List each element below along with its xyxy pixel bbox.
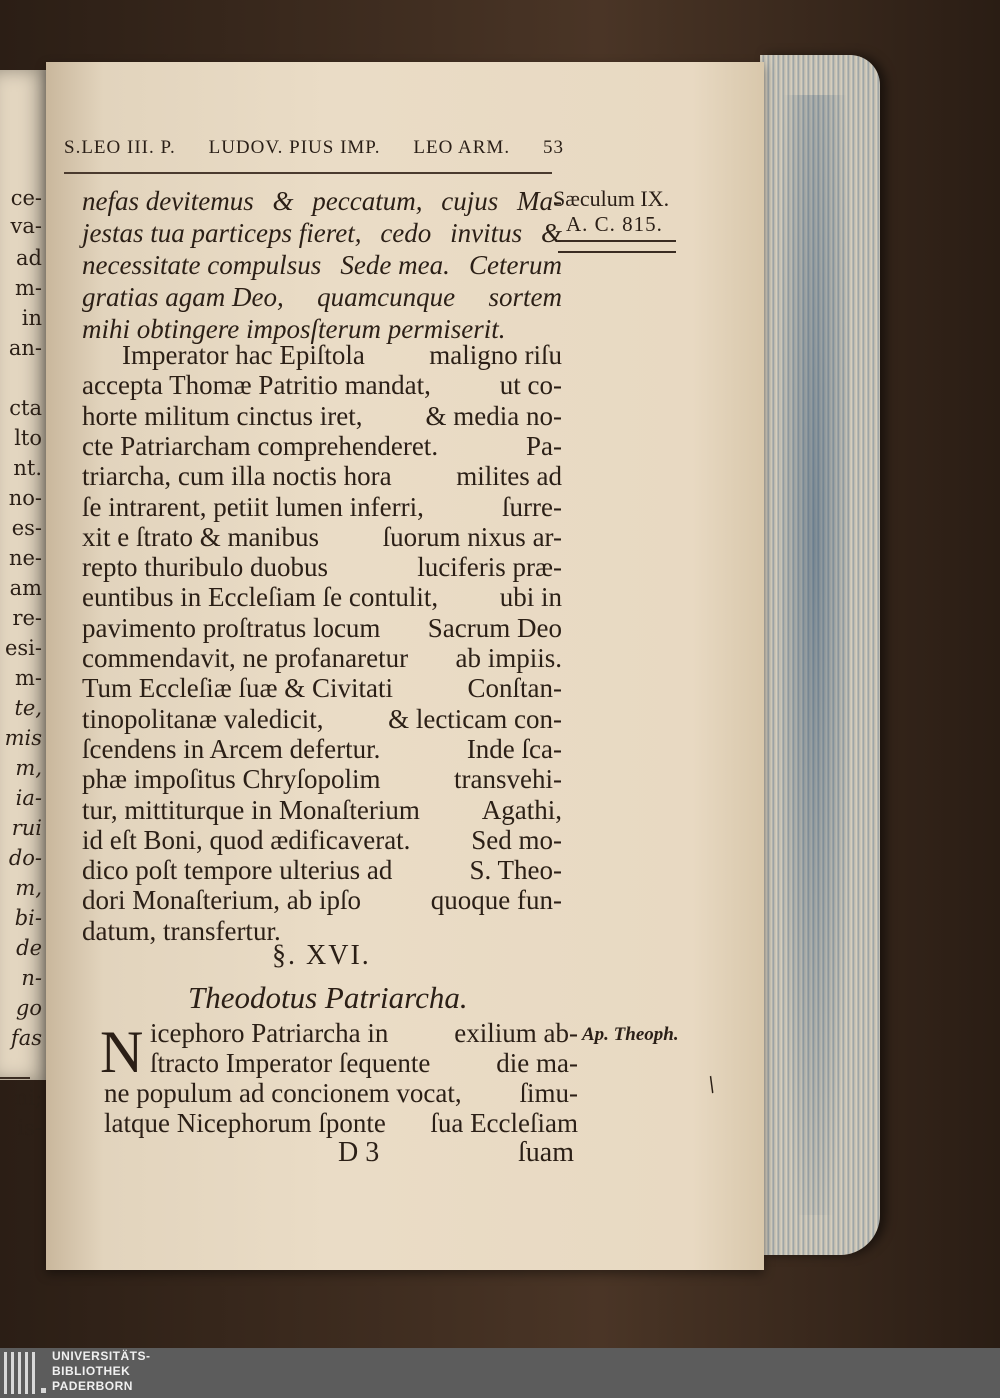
text-segment: repto thuribulo duobus bbox=[82, 552, 328, 583]
library-logo-icon bbox=[4, 1352, 44, 1394]
text-segment: quamcunque bbox=[317, 282, 456, 312]
text-line bbox=[82, 186, 562, 216]
text-segment: ſua Eccleſiam bbox=[430, 1108, 578, 1138]
drop-cap: N bbox=[100, 1019, 144, 1085]
text-segment: S. Theo- bbox=[469, 855, 562, 886]
text-line bbox=[82, 885, 562, 915]
margin-rule bbox=[558, 240, 676, 242]
margin-year: A. C. 815. bbox=[566, 212, 663, 236]
left-fragment: go bbox=[15, 996, 42, 1020]
left-fragment: lto bbox=[14, 426, 42, 450]
text-segment: triarcha, cum illa noctis hora bbox=[82, 461, 392, 492]
left-fragment: mis bbox=[4, 726, 42, 750]
text-line bbox=[82, 673, 562, 703]
left-fragment: rui bbox=[11, 816, 42, 840]
text-segment: cte Patriarcham comprehenderet. bbox=[82, 430, 439, 461]
text-segment: nefas devitemus bbox=[82, 186, 254, 216]
left-fragment: ce- bbox=[10, 186, 42, 210]
text-segment: luciferis præ- bbox=[417, 552, 562, 583]
text-segment: commendavit, ne profanaretur bbox=[82, 643, 409, 673]
left-fragment: ad bbox=[16, 246, 42, 270]
text-segment: Ma- bbox=[516, 186, 562, 216]
left-fragment: va- bbox=[10, 214, 42, 238]
text-segment: tur, mittiturque in Monaſterium bbox=[82, 794, 420, 825]
text-segment: die ma- bbox=[496, 1048, 578, 1078]
library-name-line1: UNIVERSITÄTS- bbox=[52, 1349, 151, 1363]
text-segment: accepta Thomæ Patritio mandat, bbox=[82, 370, 431, 401]
text-segment: Ceterum bbox=[469, 250, 562, 280]
left-fragment: m- bbox=[14, 666, 42, 690]
library-name-line3: PADERBORN bbox=[52, 1379, 133, 1393]
text-segment: ut co- bbox=[499, 370, 562, 401]
left-fragment: re- bbox=[12, 606, 42, 630]
text-line bbox=[82, 218, 562, 248]
text-line bbox=[82, 764, 562, 794]
text-segment: latque Nicephorum ſponte bbox=[104, 1108, 386, 1138]
text-segment: & media no- bbox=[425, 400, 562, 431]
text-segment: ab impiis. bbox=[455, 643, 562, 673]
left-fragment: nt. bbox=[13, 456, 42, 480]
text-line bbox=[82, 582, 562, 612]
text-line bbox=[82, 250, 562, 280]
library-footer bbox=[0, 1348, 1000, 1398]
text-segment: Imperator hac Epiſtola bbox=[122, 340, 365, 370]
text-line bbox=[150, 1048, 578, 1078]
running-head-leo: LEO ARM. bbox=[413, 137, 511, 158]
text-segment: datum, transfertur. bbox=[82, 915, 281, 946]
text-segment: ſuorum nixus ar- bbox=[382, 521, 562, 552]
text-line bbox=[82, 401, 562, 431]
text-segment: invitus bbox=[450, 218, 523, 248]
text-segment: horte militum cinctus iret, bbox=[82, 400, 363, 431]
text-segment: id eſt Boni, quod ædificaverat. bbox=[82, 824, 411, 855]
text-line bbox=[82, 370, 562, 400]
library-name bbox=[52, 1349, 151, 1394]
left-fragment: bi- bbox=[14, 906, 42, 930]
text-segment: exilium ab- bbox=[454, 1018, 578, 1048]
left-fragment: no- bbox=[8, 486, 42, 510]
text-segment: jestas tua particeps fieret, bbox=[82, 218, 362, 248]
text-line bbox=[82, 431, 562, 461]
text-segment: pavimento proſtratus locum bbox=[82, 612, 381, 643]
text-segment: milites ad bbox=[456, 461, 562, 492]
text-segment: gratias agam Deo, bbox=[82, 282, 284, 312]
text-line bbox=[104, 1078, 578, 1108]
text-segment: dico poſt tempore ulterius ad bbox=[82, 855, 393, 886]
margin-saeculum: Sæculum IX. bbox=[553, 186, 670, 211]
text-line bbox=[104, 1108, 578, 1138]
text-segment: Conſtan- bbox=[467, 673, 562, 704]
left-fragment: m, bbox=[15, 876, 42, 900]
text-line bbox=[122, 340, 562, 370]
left-fragment: fas bbox=[10, 1026, 42, 1050]
page-number: 53 bbox=[542, 137, 564, 158]
left-fragment: esi- bbox=[4, 636, 42, 660]
text-segment: & bbox=[272, 186, 294, 216]
text-segment: tinopolitanæ valedicit, bbox=[82, 703, 324, 734]
section-number: §. XVI. bbox=[272, 940, 371, 971]
signature-mark: D 3 bbox=[338, 1137, 380, 1168]
text-segment: quoque fun- bbox=[430, 885, 562, 916]
left-fragment: ia- bbox=[15, 786, 42, 810]
left-fragment: an- bbox=[8, 336, 42, 360]
text-segment: ſtracto Imperator ſequente bbox=[150, 1048, 431, 1078]
text-segment: Sede mea. bbox=[340, 250, 450, 280]
text-segment: Agathi, bbox=[481, 794, 562, 825]
text-segment: euntibus in Eccleſiam ſe contulit, bbox=[82, 582, 439, 613]
text-segment: & bbox=[540, 218, 562, 248]
left-fragment: te, bbox=[14, 696, 42, 720]
text-segment: xit e ſtrato & manibus bbox=[82, 521, 319, 552]
text-segment: cujus bbox=[441, 186, 499, 216]
text-segment: ne populum ad concionem vocat, bbox=[104, 1078, 462, 1108]
library-name-line2: BIBLIOTHEK bbox=[52, 1364, 131, 1378]
text-line bbox=[82, 734, 562, 764]
text-segment: Inde ſca- bbox=[466, 733, 562, 764]
text-segment: Pa- bbox=[526, 430, 562, 461]
text-segment: sortem bbox=[488, 282, 562, 312]
text-line bbox=[82, 855, 562, 885]
catchword: ſuam bbox=[518, 1137, 574, 1168]
text-line bbox=[82, 825, 562, 855]
left-fragment: cta bbox=[9, 396, 42, 420]
text-segment: transvehi- bbox=[454, 764, 562, 795]
text-line bbox=[82, 552, 562, 582]
left-fragment: in bbox=[21, 306, 42, 330]
text-segment: cedo bbox=[380, 218, 432, 248]
pencil-mark: / bbox=[703, 1071, 720, 1097]
margin-rule-2 bbox=[558, 251, 676, 253]
text-segment: peccatum, bbox=[312, 186, 423, 216]
text-line bbox=[82, 522, 562, 552]
left-fragment: de bbox=[16, 936, 42, 960]
text-segment: phæ impoſitus Chryſopolim bbox=[82, 764, 381, 795]
text-line bbox=[82, 795, 562, 825]
text-segment: ſcendens in Arcem defertur. bbox=[82, 733, 381, 764]
text-segment: Sacrum Deo bbox=[427, 612, 562, 643]
text-line bbox=[82, 461, 562, 491]
section-title: Theodotus Patriarcha. bbox=[188, 980, 468, 1015]
text-segment: dori Monaſterium, ab ipſo bbox=[82, 885, 361, 916]
text-segment: ubi in bbox=[499, 582, 562, 613]
left-fragment: ni; bbox=[14, 1086, 42, 1110]
text-segment: ſurre- bbox=[502, 491, 562, 522]
text-segment: ſe intrarent, petiit lumen inferri, bbox=[82, 491, 424, 522]
header-rule bbox=[64, 172, 552, 174]
text-segment: ſimu- bbox=[519, 1078, 578, 1108]
left-fragment: do- bbox=[8, 846, 42, 870]
left-fragment: am bbox=[9, 576, 42, 600]
text-segment: Sed mo- bbox=[471, 824, 562, 855]
running-head-pope: S.LEO III. P. bbox=[64, 137, 176, 158]
text-line bbox=[82, 643, 562, 673]
text-line bbox=[82, 613, 562, 643]
text-segment: mihi obtingere imposſterum permiserit. bbox=[82, 314, 506, 344]
text-segment: Tum Eccleſiæ ſuæ & Civitati bbox=[82, 673, 394, 704]
text-segment: maligno riſu bbox=[429, 340, 562, 370]
text-segment: icephoro Patriarcha in bbox=[150, 1018, 389, 1048]
running-head-emperor: LUDOV. PIUS IMP. bbox=[208, 137, 381, 158]
text-line bbox=[82, 704, 562, 734]
margin-source: Ap. Theoph. bbox=[582, 1024, 679, 1045]
book-fore-edge bbox=[760, 55, 880, 1255]
text-line bbox=[150, 1018, 578, 1048]
text-segment: & lecticam con- bbox=[388, 703, 562, 734]
left-fragment: n- bbox=[21, 966, 42, 990]
left-fragment: is- bbox=[17, 1116, 42, 1140]
left-fragment: es- bbox=[11, 516, 42, 540]
text-line bbox=[82, 282, 562, 312]
left-fragment: m, bbox=[15, 756, 42, 780]
text-line bbox=[82, 492, 562, 522]
left-fragment: m- bbox=[14, 276, 42, 300]
running-head bbox=[64, 137, 564, 159]
left-fragment: ne- bbox=[8, 546, 42, 570]
text-segment: necessitate compulsus bbox=[82, 250, 322, 280]
left-page-rule bbox=[0, 1077, 30, 1079]
